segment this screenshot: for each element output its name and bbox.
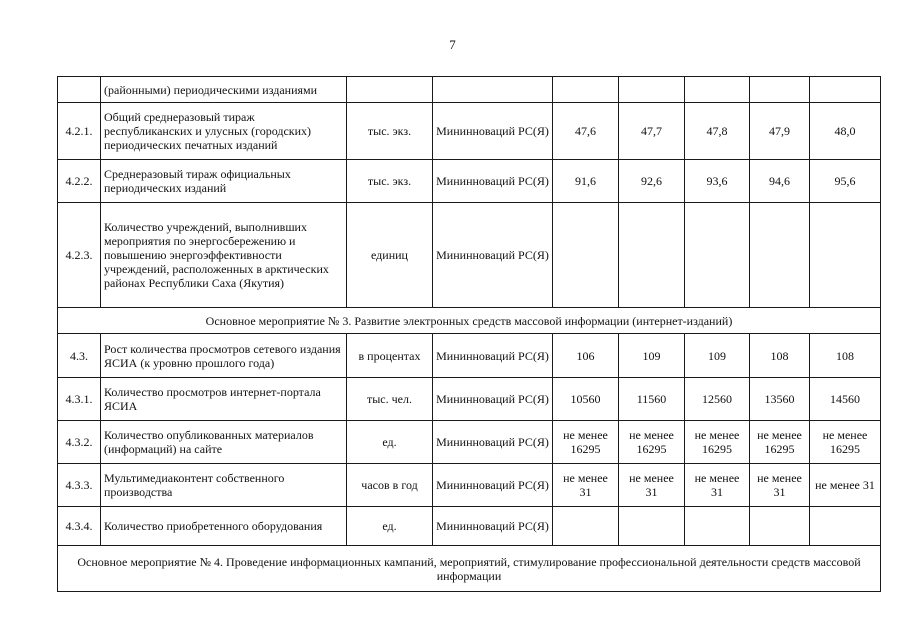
value-cell: 95,6 (810, 160, 881, 203)
value-cell: 12560 (685, 378, 750, 421)
row-number: 4.3.3. (58, 464, 101, 507)
value-cell: 10560 (553, 378, 619, 421)
value-cell: не менее 31 (553, 464, 619, 507)
row-number: 4.3.2. (58, 421, 101, 464)
executor-cell: Мининноваций РС(Я) (433, 378, 553, 421)
value-cell: 109 (685, 334, 750, 378)
value-cell (810, 77, 881, 103)
value-cell (750, 203, 810, 308)
row-number: 4.2.3. (58, 203, 101, 308)
value-cell: не менее 16295 (619, 421, 685, 464)
value-cell (685, 77, 750, 103)
value-cell (685, 203, 750, 308)
unit-cell: ед. (347, 507, 433, 546)
section-row (58, 308, 881, 334)
row-number: 4.2.1. (58, 103, 101, 160)
section-row (58, 546, 881, 592)
value-cell (619, 507, 685, 546)
value-cell: 94,6 (750, 160, 810, 203)
value-cell: не менее 31 (619, 464, 685, 507)
row-number (58, 77, 101, 103)
value-cell: 92,6 (619, 160, 685, 203)
value-cell: 47,9 (750, 103, 810, 160)
executor-cell (433, 77, 553, 103)
executor-cell: Мининноваций РС(Я) (433, 203, 553, 308)
table-row (58, 334, 881, 378)
value-cell: 11560 (619, 378, 685, 421)
value-cell: не менее 16295 (750, 421, 810, 464)
executor-cell: Мининноваций РС(Я) (433, 507, 553, 546)
indicator-name: Количество приобретенного оборудования (101, 507, 347, 546)
value-cell: не менее 16295 (810, 421, 881, 464)
value-cell: 14560 (810, 378, 881, 421)
value-cell: 48,0 (810, 103, 881, 160)
indicator-name: Количество опубликованных материалов (информаций) на сайте (101, 421, 347, 464)
table-row (58, 507, 881, 546)
page-number: 7 (449, 37, 456, 52)
row-number: 4.3.4. (58, 507, 101, 546)
value-cell (619, 77, 685, 103)
executor-cell: Мининноваций РС(Я) (433, 334, 553, 378)
value-cell (810, 203, 881, 308)
indicator-name: Количество учреждений, выполнивших мероприятия по энергосбережению и повышению энергоэффективности учреждений, расположенных в арктических районах Республики Саха (Якутия) (101, 203, 347, 308)
indicator-name: Среднеразовый тираж официальных периодических изданий (101, 160, 347, 203)
table-row (58, 160, 881, 203)
value-cell: 13560 (750, 378, 810, 421)
indicators-table (57, 76, 881, 592)
table-row (58, 421, 881, 464)
executor-cell: Мининноваций РС(Я) (433, 464, 553, 507)
unit-cell: единиц (347, 203, 433, 308)
value-cell (750, 77, 810, 103)
indicator-name: Общий среднеразовый тираж республиканских и улусных (городских) периодических печатных изданий (101, 103, 347, 160)
value-cell (750, 507, 810, 546)
unit-cell (347, 77, 433, 103)
unit-cell: тыс. экз. (347, 160, 433, 203)
value-cell: 47,6 (553, 103, 619, 160)
value-cell (810, 507, 881, 546)
unit-cell: тыс. экз. (347, 103, 433, 160)
table-row (58, 77, 881, 103)
unit-cell: ед. (347, 421, 433, 464)
value-cell (553, 203, 619, 308)
unit-cell: часов в год (347, 464, 433, 507)
table-row (58, 203, 881, 308)
section-heading: Основное мероприятие № 3. Развитие электронных средств массовой информации (интернет-изданий) (58, 308, 881, 334)
executor-cell: Мининноваций РС(Я) (433, 421, 553, 464)
value-cell: не менее 31 (810, 464, 881, 507)
value-cell: не менее 31 (685, 464, 750, 507)
value-cell (685, 507, 750, 546)
value-cell: 108 (750, 334, 810, 378)
executor-cell: Мининноваций РС(Я) (433, 160, 553, 203)
value-cell: 108 (810, 334, 881, 378)
executor-cell: Мининноваций РС(Я) (433, 103, 553, 160)
value-cell: не менее 16295 (553, 421, 619, 464)
value-cell: 109 (619, 334, 685, 378)
unit-cell: тыс. чел. (347, 378, 433, 421)
value-cell: не менее 31 (750, 464, 810, 507)
value-cell (619, 203, 685, 308)
table-row (58, 464, 881, 507)
indicator-name: Мультимедиаконтент собственного производства (101, 464, 347, 507)
value-cell: 91,6 (553, 160, 619, 203)
table-row (58, 378, 881, 421)
indicator-name: Рост количества просмотров сетевого издания ЯСИА (к уровню прошлого года) (101, 334, 347, 378)
value-cell: не менее 16295 (685, 421, 750, 464)
row-number: 4.2.2. (58, 160, 101, 203)
value-cell (553, 77, 619, 103)
value-cell: 106 (553, 334, 619, 378)
value-cell: 47,7 (619, 103, 685, 160)
indicator-name: Количество просмотров интернет-портала ЯСИА (101, 378, 347, 421)
section-heading: Основное мероприятие № 4. Проведение информационных кампаний, мероприятий, стимулирование профессиональной деятельности средств массовой информации (58, 546, 881, 592)
table-row (58, 103, 881, 160)
value-cell: 47,8 (685, 103, 750, 160)
row-number: 4.3. (58, 334, 101, 378)
value-cell (553, 507, 619, 546)
unit-cell: в процентах (347, 334, 433, 378)
value-cell: 93,6 (685, 160, 750, 203)
indicator-name: (районными) периодическими изданиями (101, 77, 347, 103)
row-number: 4.3.1. (58, 378, 101, 421)
